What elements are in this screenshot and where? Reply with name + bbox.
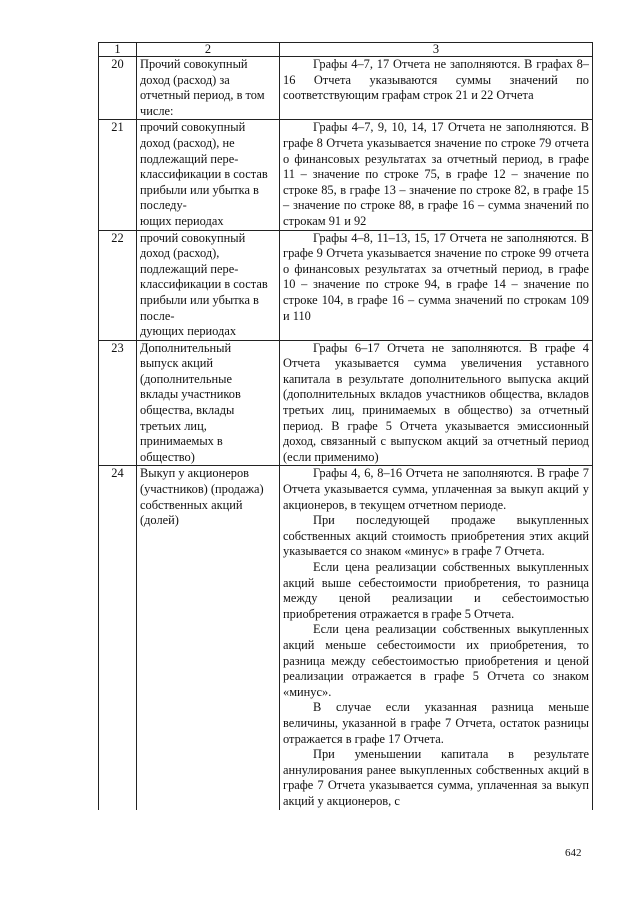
header-col-1: 1 bbox=[99, 43, 137, 57]
indicator-name-line: третьих лиц, bbox=[140, 418, 207, 433]
row-fill-instructions bbox=[280, 466, 593, 810]
indicator-name-line: Выкуп у акционеров bbox=[140, 466, 249, 481]
indicator-name-line: (долей) bbox=[140, 513, 179, 528]
row-number: 23 bbox=[99, 340, 137, 466]
indicator-name-line: числе: bbox=[140, 103, 174, 118]
row-number: 22 bbox=[99, 230, 137, 340]
row-indicator-name bbox=[137, 57, 280, 120]
instruction-paragraph: Если цена реализации собственных выкупленных акций меньше себестоимости их приобретения, то разница между себестоимостью приобретения и ценой реализации отражается в графе 5 Отчета со знаком «минус». bbox=[283, 622, 589, 699]
row-number: 20 bbox=[99, 57, 137, 120]
indicator-name-line: выпуск акций bbox=[140, 356, 214, 371]
instruction-paragraph: Графы 4–8, 11–13, 15, 17 Отчета не заполняются. В графе 9 Отчета указывается значение по строке 99 отчета о финансовых результатах за отчетный период, в графе 10 – значение по строке 94, в графе 14 – значение по строке 104, в графе 16 – сумма значений по строкам 109 и 110 bbox=[283, 230, 589, 323]
indicator-name-line: (участников) (продажа) bbox=[140, 482, 264, 497]
indicator-name-line: прочий совокупный bbox=[140, 230, 246, 245]
indicator-name-line: доход (расход), не bbox=[140, 135, 235, 150]
instruction-paragraph: Графы 6–17 Отчета не заполняются. В графе 4 Отчета указывается сумма увеличения уставного капитала в результате дополнительного выпуска акций (дополнительных вкладов участников общества, вкладов третьих лиц, принимаемых в общество) за отчетный период. В графе 5 Отчета указывается эмиссионный доход, связанный с выпуском акций за отчетный период (если применимо) bbox=[283, 340, 589, 464]
indicator-name-line: Прочий совокупный bbox=[140, 57, 248, 71]
indicator-name-line: Дополнительный bbox=[140, 340, 232, 355]
page-number: 642 bbox=[565, 847, 582, 859]
indicator-name-line: прибыли или убытка в bbox=[140, 182, 259, 197]
indicator-name-line: ющих периодах bbox=[140, 213, 224, 228]
row-indicator-name bbox=[137, 466, 280, 810]
row-number: 24 bbox=[99, 466, 137, 810]
indicator-name-line: собственных акций bbox=[140, 497, 243, 512]
table-row bbox=[99, 230, 593, 340]
instruction-paragraph: Графы 4–7, 9, 10, 14, 17 Отчета не заполняются. В графе 8 Отчета указывается значение по строке 79 отчета о финансовых результатах за отчетный период, в графе 11 – значение по строке 75, в графе 12 – значение по строке 85, в графе 13 – значение по строке 82, в графе 15 – значение по строке 88, в графе 16 – сумма значений по строкам 91 и 92 bbox=[283, 120, 589, 228]
indicator-name-line: прочий совокупный bbox=[140, 120, 246, 135]
row-fill-instructions bbox=[280, 340, 593, 466]
table-row bbox=[99, 57, 593, 120]
instruction-paragraph: Графы 4, 6, 8–16 Отчета не заполняются. В графе 7 Отчета указывается сумма, уплаченная за выкуп акций у акционеров, в текущем отчетном периоде. bbox=[283, 466, 589, 512]
instruction-paragraph: Если цена реализации собственных выкупленных акций выше себестоимости приобретения, то разница между ценой реализации и себестоимостью приобретения отражается в графе 5 Отчета. bbox=[283, 560, 589, 621]
row-indicator-name bbox=[137, 120, 280, 230]
header-col-3: 3 bbox=[280, 43, 593, 57]
indicator-name-line: вклады участников bbox=[140, 387, 241, 402]
report-instructions-table bbox=[98, 42, 593, 810]
indicator-name-line: общество) bbox=[140, 449, 195, 464]
table-row bbox=[99, 466, 593, 810]
instruction-paragraph: Графы 4–7, 17 Отчета не заполняются. В графах 8–16 Отчета указываются суммы значений по соответствующим графам строк 21 и 22 Отчета bbox=[283, 57, 589, 103]
instruction-paragraph: При последующей продаже выкупленных собственных акций стоимость приобретения этих акций указывается со знаком «минус» в графе 7 Отчета. bbox=[283, 513, 589, 559]
indicator-name-line: классификации в состав bbox=[140, 167, 268, 182]
indicator-name-line: отчетный период, в том bbox=[140, 88, 265, 103]
indicator-name-line: подлежащий пере- bbox=[140, 151, 239, 166]
indicator-name-line: доход (расход) за bbox=[140, 72, 230, 87]
table-body bbox=[99, 57, 593, 810]
instruction-paragraph: В случае если указанная разница меньше величины, указанной в графе 7 Отчета, остаток разницы отражается в графе 17 Отчета. bbox=[283, 700, 589, 746]
indicator-name-line: подлежащий пере- bbox=[140, 261, 239, 276]
row-fill-instructions bbox=[280, 57, 593, 120]
indicator-name-line: общества, вклады bbox=[140, 403, 235, 418]
instruction-paragraph: При уменьшении капитала в результате аннулирования ранее выкупленных собственных акций в графе 7 Отчета указывается сумма, уплаченная за выкуп акций у акционеров, с bbox=[283, 747, 589, 808]
row-number: 21 bbox=[99, 120, 137, 230]
indicator-name-line: после- bbox=[140, 308, 175, 323]
row-fill-instructions bbox=[280, 230, 593, 340]
indicator-name-line: доход (расход), bbox=[140, 246, 220, 261]
header-col-2: 2 bbox=[137, 43, 280, 57]
indicator-name-line: классификации в состав bbox=[140, 277, 268, 292]
indicator-name-line: прибыли или убытка в bbox=[140, 292, 259, 307]
row-fill-instructions bbox=[280, 120, 593, 230]
table-row bbox=[99, 340, 593, 466]
indicator-name-line: последу- bbox=[140, 198, 187, 213]
row-indicator-name bbox=[137, 340, 280, 466]
table-row bbox=[99, 120, 593, 230]
indicator-name-line: дующих периодах bbox=[140, 324, 237, 339]
row-indicator-name bbox=[137, 230, 280, 340]
indicator-name-line: принимаемых в bbox=[140, 434, 223, 449]
table-header-row bbox=[99, 43, 593, 57]
indicator-name-line: (дополнительные bbox=[140, 371, 232, 386]
